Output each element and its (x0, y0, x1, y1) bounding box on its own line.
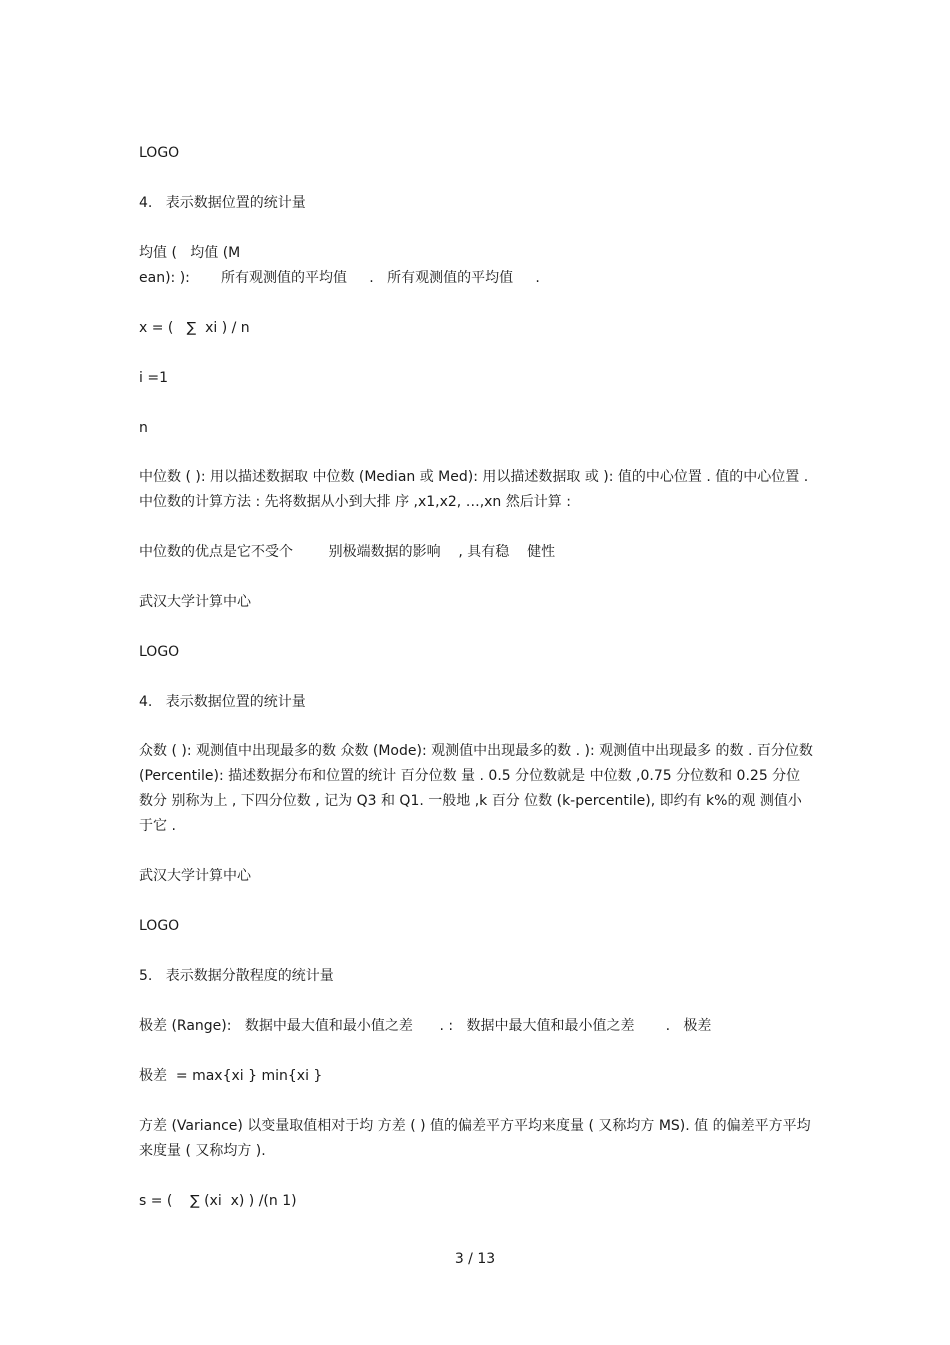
section-heading: 4. 表示数据位置的统计量 (139, 694, 306, 710)
range-definition: 极差 (Range): 数据中最大值和最小值之差 . : 数据中最大值和最小值之差 . 极差 (139, 1018, 712, 1034)
mode-percentile-definition: 众数 ( ): 观测值中出现最多的数 众数 (Mode): 观测值中出现最多的数 . ): 观测值中出现最多 的数 . 百分位数 (Percentile): 描述数据分布和位置的统计 百分位数 量 . 0.5 分位数就是 中位数 ,0.75 分位数和 0.25 分位数分 别称为上 , 下四分位数 , 记为 Q3 和 Q1. 一般地 ,k 百分 位数 (k-percentile), 即约有 k%的观 测值小于它 . (139, 743, 813, 834)
mean-definition-line-1: 均值 ( 均值 (M (139, 245, 241, 261)
organization-footer: 武汉大学计算中心 (139, 868, 251, 884)
variance-definition: 方差 (Variance) 以变量取值相对于均 方差 ( ) 值的偏差平方平均来度量 ( 又称均方 MS). 值 的偏差平方平均来度量 ( 又称均方 ). (139, 1118, 811, 1159)
organization-footer: 武汉大学计算中心 (139, 594, 251, 610)
section-heading: 5. 表示数据分散程度的统计量 (139, 968, 334, 984)
median-definition: 中位数 ( ): 用以描述数据取 中位数 (Median 或 Med): 用以描述数据取 或 ): 值的中心位置 . 值的中心位置 . 中位数的计算方法 : 先将数据从小到大排 序 ,x1,x2, …,xn 然后计算 : (139, 469, 809, 510)
logo-text: LOGO (139, 918, 180, 934)
logo-text: LOGO (139, 644, 180, 660)
range-formula: 极差 = max{xi } min{xi } (139, 1068, 323, 1084)
page-number: 3 / 13 (454, 1251, 496, 1267)
formula-n: n (139, 420, 148, 436)
variance-formula: s = ( ∑ (xi x) ) /(n 1) (139, 1193, 297, 1209)
mean-formula: x = ( ∑ xi ) / n (139, 320, 250, 336)
section-heading: 4. 表示数据位置的统计量 (139, 195, 306, 211)
mean-definition-line-2: ean): ): 所有观测值的平均值 . 所有观测值的平均值 . (139, 270, 540, 286)
median-note: 中位数的优点是它不受个 别极端数据的影响 , 具有稳 健性 (139, 544, 556, 560)
formula-index: i =1 (139, 370, 168, 386)
logo-text: LOGO (139, 145, 180, 161)
